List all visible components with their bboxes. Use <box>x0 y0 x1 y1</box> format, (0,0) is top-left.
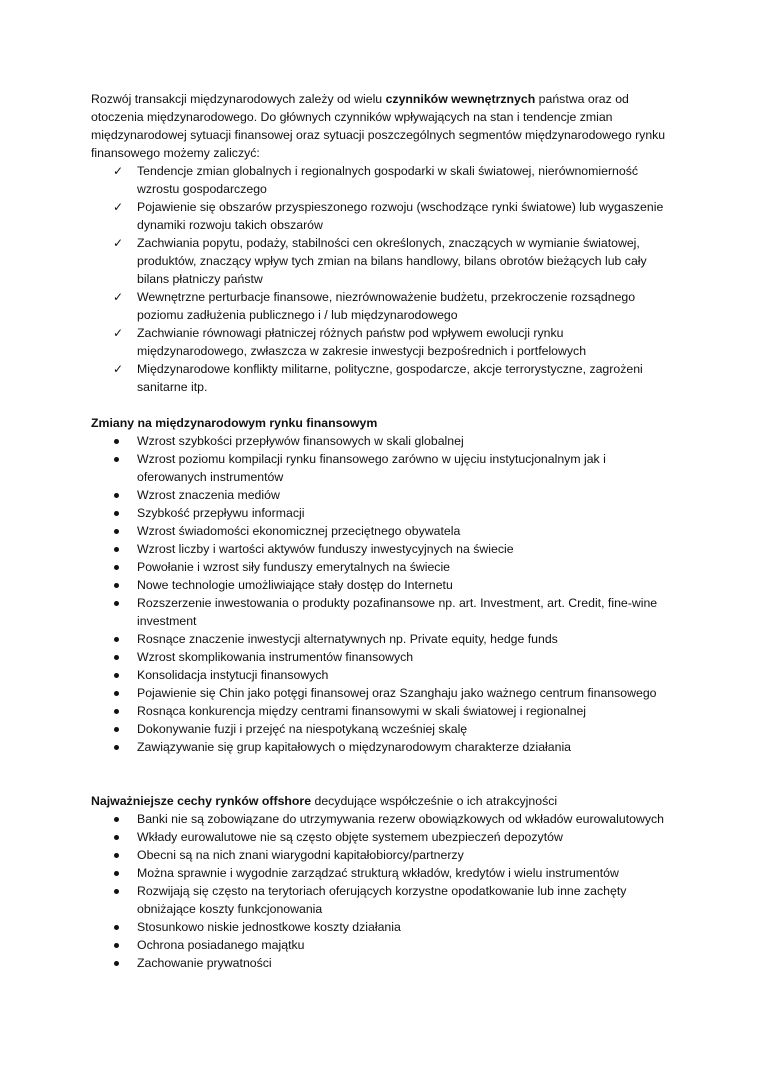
changes-list <box>91 432 668 756</box>
bullet-icon <box>114 637 119 642</box>
checkmark-icon: ✓ <box>112 236 124 250</box>
bullet-icon <box>114 853 119 858</box>
bullet-icon <box>114 583 119 588</box>
section-heading-offshore <box>91 792 668 810</box>
intro-text-2: państwa oraz od otoczenia międzynarodowego. Do głównych czynników wpływających na stan i tendencje zmian międzynarodowej sytuacji finansowej oraz sytuacji poszczególnych segmentów międzynarodowego rynku finansowego możemy zaliczyć: <box>91 92 666 160</box>
bullet-icon <box>114 493 119 498</box>
list-item: Wkłady eurowalutowe nie są często objęte systemem ubezpieczeń depozytów <box>91 828 668 846</box>
list-item: Wzrost świadomości ekonomicznej przeciętnego obywatela <box>91 522 668 540</box>
list-item: Szybkość przepływu informacji <box>91 504 668 522</box>
bullet-icon <box>114 565 119 570</box>
bullet-icon <box>114 727 119 732</box>
bullet-icon <box>114 817 119 822</box>
list-item: Wzrost poziomu kompilacji rynku finansowego zarówno w ujęciu instytucjonalnym jak i oferowanych instrumentów <box>91 450 668 486</box>
bullet-icon <box>114 529 119 534</box>
checkmark-icon: ✓ <box>112 362 124 376</box>
bullet-icon <box>114 673 119 678</box>
offshore-heading-rest: decydujące współcześnie o ich atrakcyjności <box>311 794 558 808</box>
list-item: Rosnące znaczenie inwestycji alternatywnych np. Private equity, hedge funds <box>91 630 668 648</box>
bullet-icon <box>114 547 119 552</box>
list-item: Obecni są na nich znani wiarygodni kapitałobiorcy/partnerzy <box>91 846 668 864</box>
bullet-icon <box>114 889 119 894</box>
list-item: Ochrona posiadanego majątku <box>91 936 668 954</box>
list-item: Wzrost szybkości przepływów finansowych w skali globalnej <box>91 432 668 450</box>
list-item: Pojawienie się Chin jako potęgi finansowej oraz Szanghaju jako ważnego centrum finansowego <box>91 684 668 702</box>
checkmark-icon: ✓ <box>112 200 124 214</box>
bullet-icon <box>114 871 119 876</box>
bullet-icon <box>114 691 119 696</box>
factors-list <box>91 162 668 396</box>
intro-paragraph <box>91 90 668 162</box>
list-item: Stosunkowo niskie jednostkowe koszty działania <box>91 918 668 936</box>
bullet-icon <box>114 601 119 606</box>
intro-bold: czynników wewnętrznych <box>385 92 536 106</box>
section-heading-changes: Zmiany na międzynarodowym rynku finansowym <box>91 416 378 430</box>
list-item: ✓ Tendencje zmian globalnych i regionalnych gospodarki w skali światowej, nierównomierność wzrostu gospodarczego <box>112 164 639 196</box>
list-item: Konsolidacja instytucji finansowych <box>91 666 668 684</box>
list-item: Można sprawnie i wygodnie zarządzać strukturą wkładów, kredytów i wielu instrumentów <box>91 864 668 882</box>
bullet-icon <box>114 961 119 966</box>
list-item: ✓ Zachwianie równowagi płatniczej różnych państw pod wpływem ewolucji rynku międzynarodowego, zwłaszcza w zakresie inwestycji bezpośrednich i portfelowych <box>112 326 587 358</box>
list-item: Wzrost skomplikowania instrumentów finansowych <box>91 648 668 666</box>
checkmark-icon: ✓ <box>112 164 124 178</box>
list-item: Nowe technologie umożliwiające stały dostęp do Internetu <box>91 576 668 594</box>
bullet-icon <box>114 511 119 516</box>
spacer <box>91 396 668 414</box>
document-content <box>91 90 668 972</box>
offshore-list <box>91 810 668 972</box>
checkmark-icon: ✓ <box>112 290 124 304</box>
bullet-icon <box>114 835 119 840</box>
list-item: Zawiązywanie się grup kapitałowych o międzynarodowym charakterze działania <box>91 738 668 756</box>
list-item: Zachowanie prywatności <box>91 954 668 972</box>
list-item: ✓ Wewnętrzne perturbacje finansowe, niezrównoważenie budżetu, przekroczenie rozsądnego poziomu zadłużenia publicznego i / lub międzynarodowego <box>112 290 636 322</box>
list-item: Wzrost liczby i wartości aktywów funduszy inwestycyjnych na świecie <box>91 540 668 558</box>
list-item: Rozwijają się często na terytoriach oferujących korzystne opodatkowanie lub inne zachęty obniżające koszty funkcjonowania <box>91 882 668 918</box>
bullet-icon <box>114 655 119 660</box>
list-item: Powołanie i wzrost siły funduszy emerytalnych na świecie <box>91 558 668 576</box>
bullet-icon <box>114 925 119 930</box>
bullet-icon <box>114 439 119 444</box>
list-item: Dokonywanie fuzji i przejęć na niespotykaną wcześniej skalę <box>91 720 668 738</box>
intro-text-1: Rozwój transakcji międzynarodowych zależy od wielu <box>91 92 386 106</box>
list-item: Rozszerzenie inwestowania o produkty pozafinansowe np. art. Investment, art. Credit, fine-wine investment <box>91 594 668 630</box>
bullet-icon <box>114 943 119 948</box>
checkmark-icon: ✓ <box>112 326 124 340</box>
list-item: Rosnąca konkurencja między centrami finansowymi w skali światowej i regionalnej <box>91 702 668 720</box>
bullet-icon <box>114 709 119 714</box>
list-item: Wzrost znaczenia mediów <box>91 486 668 504</box>
spacer <box>91 756 668 792</box>
list-item: ✓ Zachwiania popytu, podaży, stabilności cen określonych, znaczących w wymianie światowej, produktów, znaczący wpływ tych zmian na bilans handlowy, bilans obrotów bieżących lub cały bilans płatniczy państw <box>112 236 647 286</box>
bullet-icon <box>114 457 119 462</box>
list-item: ✓ Pojawienie się obszarów przyspieszonego rozwoju (wschodzące rynki światowe) lub wygaszenie dynamiki rozwoju takich obszarów <box>112 200 664 232</box>
bullet-icon <box>114 745 119 750</box>
offshore-heading-bold: Najważniejsze cechy rynków offshore <box>91 794 312 808</box>
list-item: ✓ Międzynarodowe konflikty militarne, polityczne, gospodarcze, akcje terrorystyczne, zagrożeni sanitarne itp. <box>112 362 643 394</box>
list-item: Banki nie są zobowiązane do utrzymywania rezerw obowiązkowych od wkładów eurowalutowych <box>91 810 668 828</box>
